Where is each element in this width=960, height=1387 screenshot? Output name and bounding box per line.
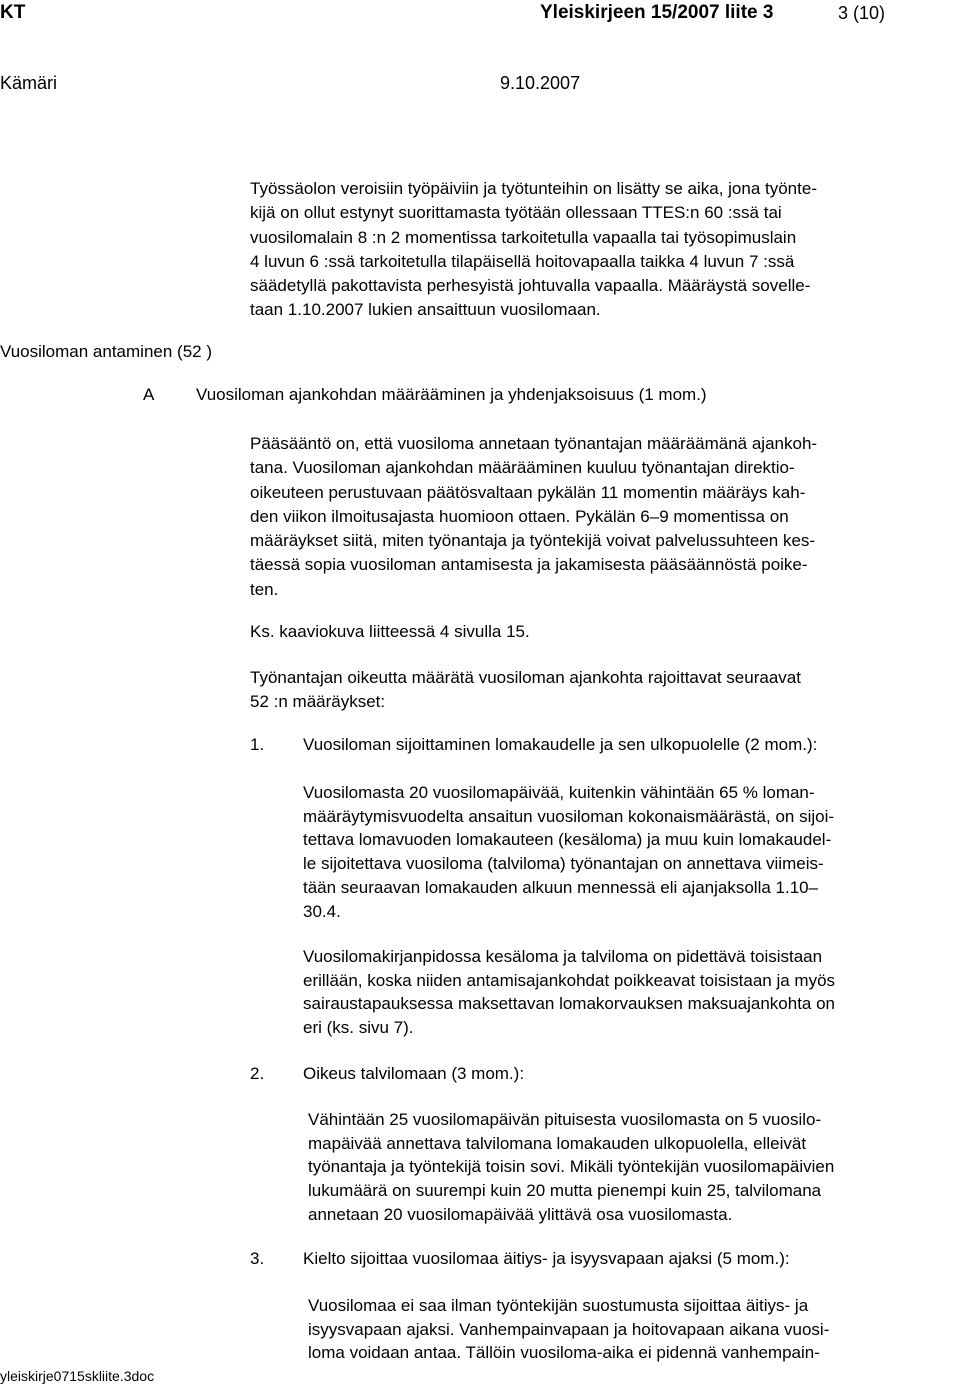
item-1-paragraph-1 [303, 781, 834, 923]
text-line: annetaan 20 vuosilomapäivää ylittävä osa vuosilomasta. [308, 1204, 733, 1224]
text-line: Vuosilomakirjanpidossa kesäloma ja talviloma on pidettävä toisistaan [303, 947, 823, 966]
text-line: erillään, koska niiden antamisajankohdat poikkeavat toisistaan ja myös [303, 970, 836, 990]
item-3-title: Kielto sijoittaa vuosilomaa äitiys- ja isyysvapaan ajaksi (5 mom.): [303, 1249, 790, 1268]
text-line: mapäivää annettava talvilomana lomakauden ulkopuolella, elleivät [308, 1133, 807, 1153]
item-1-title: Vuosiloman sijoittaminen lomakaudelle ja sen ulkopuolelle (2 mom.): [303, 735, 818, 754]
text-line: tettava lomavuoden lomakauteen (kesäloma) ja muu kuin lomakaudel- [303, 830, 832, 850]
text-line: loma voidaan antaa. Tällöin vuosiloma-aika ei pidennä vanhempain- [308, 1343, 820, 1363]
text-line: työnantaja ja työntekijä toisin sovi. Mikäli työntekijän vuosilomapäivien [308, 1157, 835, 1177]
text-line: isyysvapaan ajaksi. Vanhempainvapaan ja hoitovapaan aikana vuosi- [308, 1319, 830, 1339]
text-line: oikeuteen perustuvaan päätösvaltaan pykälän 11 momentin määräys kah- [250, 482, 806, 502]
text-line: tana. Vuosiloman ajankohdan määrääminen kuuluu työnantajan direktio- [250, 458, 795, 478]
item-3-paragraph-1 [308, 1294, 829, 1365]
text-line: Työnantajan oikeutta määrätä vuosiloman ajankohta rajoittavat seuraavat [250, 668, 801, 687]
text-line: Vähintään 25 vuosilomapäivän pituisesta vuosilomasta on 5 vuosilo- [308, 1110, 822, 1129]
text-line: kijä on ollut estynyt suorittamasta työtään ollessaan TTES:n 60 :ssä tai [250, 203, 782, 223]
item-1-paragraph-2 [303, 945, 835, 1040]
side-heading: Vuosiloman antaminen (52 ) [0, 342, 212, 361]
text-line: Vuosilomasta 20 vuosilomapäivää, kuitenkin vähintään 65 % loman- [303, 783, 815, 802]
text-line: määräytymisvuodelta ansaitun vuosiloman kokonaismäärästä, on sijoi- [303, 806, 835, 826]
text-line: vuosilomalain 8 :n 2 momentissa tarkoitetulla vapaalla tai työsopimuslain [250, 227, 797, 247]
text-line: 4 luvun 6 :ssä tarkoitetulla tilapäisellä hoitovapaalla taikka 4 luvun 7 :ssä [250, 251, 795, 271]
text-line: ten. [250, 579, 279, 599]
item-2-paragraph-1 [308, 1108, 834, 1227]
document-title: Yleiskirjeen 15/2007 liite 3 [540, 2, 774, 23]
paragraph-restrictions [250, 666, 801, 715]
intro-paragraph [250, 177, 817, 323]
paragraph-main-rule [250, 432, 817, 602]
text-line: lukumäärä on suurempi kuin 20 mutta pienempi kuin 25, talvilomana [308, 1181, 822, 1201]
text-line: säädetyllä pakottavista perhesyistä johtuvalla vapaalla. Määräystä sovelle- [250, 276, 811, 296]
item-3-number: 3. [250, 1249, 265, 1268]
header-left: KT [0, 2, 26, 23]
header-date: 9.10.2007 [500, 73, 581, 93]
text-line: määräykset siitä, miten työnantaja ja työntekijä voivat palvelussuhteen kes- [250, 531, 816, 551]
item-2-title: Oikeus talvilomaan (3 mom.): [303, 1064, 525, 1083]
text-line: Pääsääntö on, että vuosiloma annetaan työnantajan määräämänä ajankoh- [250, 434, 818, 453]
text-line: sairaustapauksessa maksettavan lomakorvauksen maksuajankohta on [303, 994, 836, 1014]
text-line: täessä sopia vuosiloman antamisesta ja jakamisesta pääsäännöstä poike- [250, 555, 808, 575]
text-line: le sijoitettava vuosiloma (talviloma) työnantajan on annettava viimeis- [303, 854, 824, 874]
text-line: den viikon ilmoitusajasta huomioon ottaen. Pykälän 6–9 momentissa on [250, 506, 789, 526]
header-place: Kämäri [0, 73, 58, 93]
text-line: Työssäolon veroisiin työpäiviin ja työtunteihin on lisätty se aika, jona työnte- [250, 179, 817, 198]
footer-filename: yleiskirje0715skliite.3doc [0, 1368, 155, 1384]
item-2-number: 2. [250, 1064, 265, 1083]
reference-line: Ks. kaaviokuva liitteessä 4 sivulla 15. [250, 622, 530, 641]
text-line: 30.4. [303, 901, 341, 921]
item-1-number: 1. [250, 735, 265, 754]
text-line: taan 1.10.2007 lukien ansaittuun vuosilomaan. [250, 300, 601, 320]
page-number: 3 (10) [838, 3, 886, 23]
section-title: Vuosiloman ajankohdan määrääminen ja yhdenjaksoisuus (1 mom.) [196, 385, 707, 404]
text-line: eri (ks. sivu 7). [303, 1018, 414, 1038]
section-letter: A [143, 385, 155, 404]
text-line: tään seuraavan lomakauden alkuun mennessä eli ajanjaksolla 1.10– [303, 877, 819, 897]
text-line: 52 :n määräykset: [250, 692, 386, 712]
text-line: Vuosilomaa ei saa ilman työntekijän suostumusta sijoittaa äitiys- ja [308, 1296, 809, 1315]
